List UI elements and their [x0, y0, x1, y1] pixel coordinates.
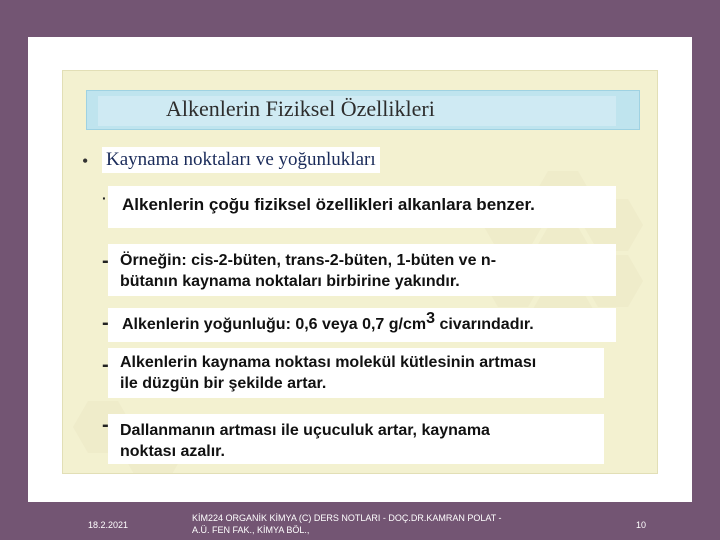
item-line: ile düzgün bir şekilde artar. — [120, 375, 327, 392]
item-line: Alkenlerin kaynama noktası molekül kütlesinin artması — [120, 354, 537, 371]
subheading: Kaynama noktaları ve yoğunlukları — [102, 147, 380, 173]
item-line: Alkenlerin çoğu fiziksel özellikleri alkanlara benzer. — [122, 195, 535, 214]
item-line: Dallanmanın artması ile uçuculuk artar, kaynama — [120, 422, 490, 439]
item-dash: · — [102, 190, 107, 206]
item-line: bütanın kaynama noktaları birbirine yakındır. — [120, 273, 460, 290]
item-dash: - — [102, 250, 109, 272]
footer-date: 18.2.2021 — [88, 520, 129, 530]
item-dash: - — [102, 354, 109, 376]
density-suffix: civarındadır. — [435, 316, 534, 333]
footer-course-line2: A.Ü. FEN FAK., KİMYA BÖL., — [192, 525, 310, 535]
item-dash: - — [102, 312, 109, 334]
footer-course-line1: KİM224 ORGANİK KİMYA (C) DERS NOTLARI - DOÇ.DR.KAMRAN POLAT - — [192, 513, 502, 523]
density-superscript: 3 — [426, 310, 435, 327]
density-text: Alkenlerin yoğunluğu: 0,6 veya 0,7 g/cm — [122, 316, 427, 333]
item-dash: - — [102, 414, 109, 436]
item-line: noktası azalır. — [120, 443, 225, 460]
bullet-dot: • — [82, 151, 89, 171]
page-number: 10 — [636, 520, 647, 530]
slide-title: Alkenlerin Fiziksel Özellikleri — [166, 96, 435, 121]
item-line: Örneğin: cis-2-büten, trans-2-büten, 1-büten ve n- — [120, 252, 497, 269]
density-line — [122, 310, 534, 335]
